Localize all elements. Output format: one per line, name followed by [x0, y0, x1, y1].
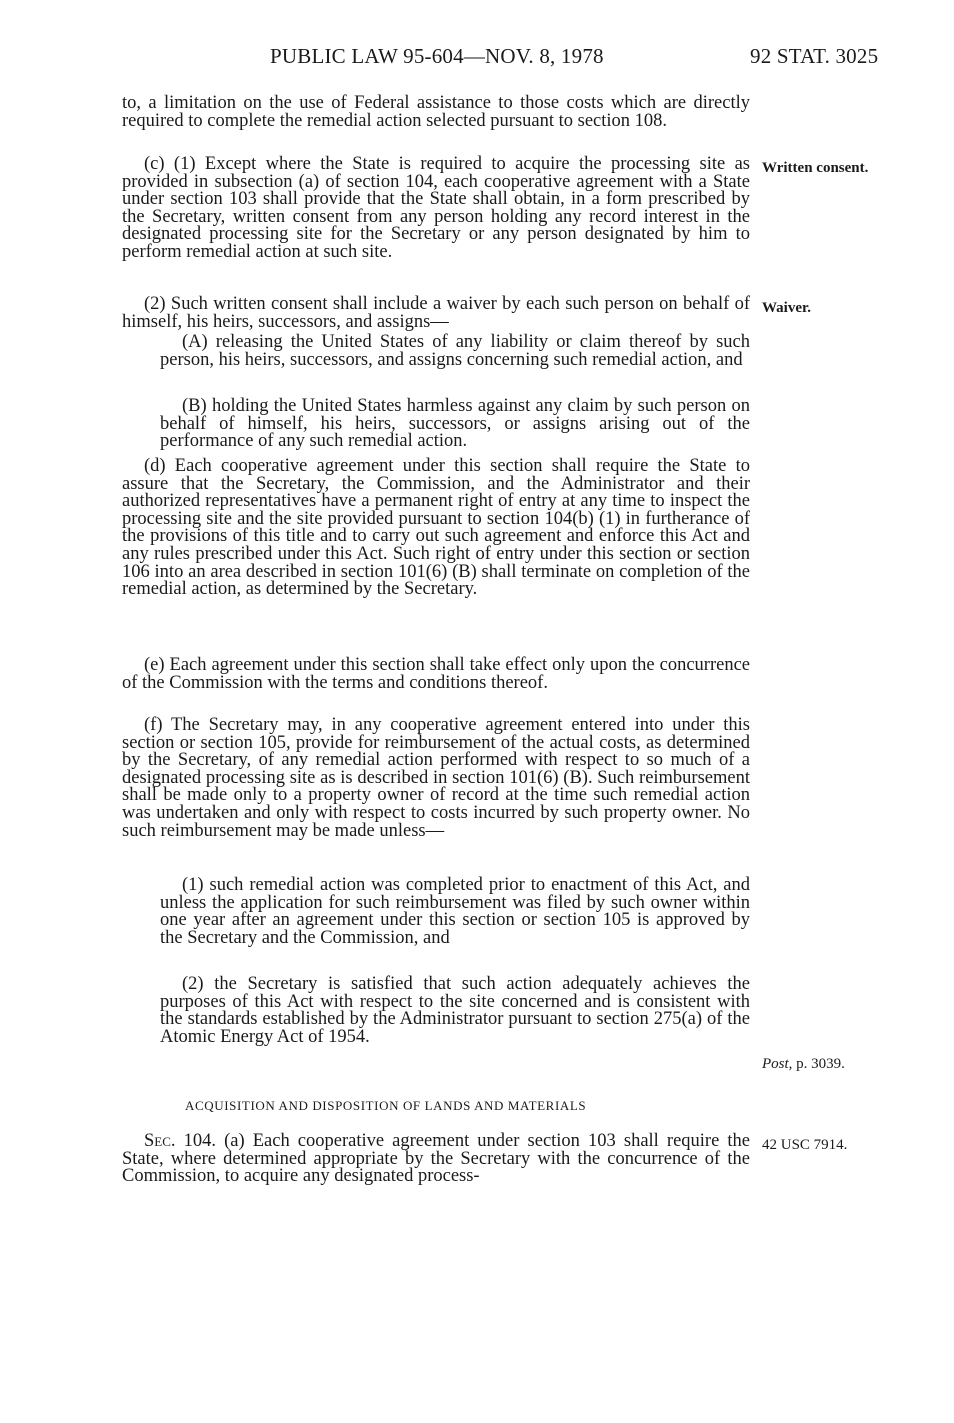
section-label: Sec. 104. — [144, 1131, 216, 1151]
text-block-f1 — [122, 877, 750, 947]
text-block-c1 — [122, 156, 750, 262]
paragraph-f2: (2) the Secretary is satisfied that such action adequately achieves the purposes of this Act with respect to the site concerned and is consistent with the standards established by the Administrator pursuant to section 275(a) of the Atomic Energy Act of 1954. — [160, 974, 750, 1047]
paragraph-f1: (1) such remedial action was completed prior to enactment of this Act, and unless the application for such reimbursement was filed by such owner within one year after an agreement under this section or section 105 is approved by the Secretary and the Commission, and — [160, 875, 750, 948]
paragraph-c2A: (A) releasing the United States of any liability or claim thereof by such person, his heirs, successors, and assigns concerning such remedial action, and — [160, 332, 750, 370]
paragraph-d: (d) Each cooperative agreement under this section shall require the State to assure that the Secretary, the Commission, and the Administrator and their authorized representatives have a permanent right of entry at any time to inspect the processing site and the site provided pursuant to section 104(b) (1) in furtherance of the provisions of this title and to carry out such agreement and enforce this Act and any rules prescribed under this Act. Such right of entry under this section or section 106 into an area described in section 101(6) (B) shall terminate on completion of the remedial action, as determined by the Secretary. — [122, 456, 750, 600]
paragraph-c2B: (B) holding the United States harmless against any claim by such person on behalf of himself, his heirs, successors, or assigns arising out of the performance of any such remedial action. — [160, 396, 750, 452]
running-head-stat-page: 92 STAT. 3025 — [750, 44, 879, 68]
paragraph-intro: to, a limitation on the use of Federal assistance to those costs which are directly required to complete the remedial action selected pursuant to section 108. — [122, 93, 750, 131]
paragraph-e: (e) Each agreement under this section shall take effect only upon the concurrence of the Commission with the terms and conditions thereof. — [122, 655, 750, 693]
margin-note-post — [762, 1056, 845, 1073]
text-block-intro — [122, 95, 750, 130]
paragraph-c1: (c) (1) Except where the State is required to acquire the processing site as provided in subsection (a) of section 104, each cooperative agreement with a State under section 103 shall provide that the State shall obtain, in a form prescribed by the Secretary, written consent from any person holding any record interest in the designated processing site for the Secretary or any person designated by him to perform remedial action at such site. — [122, 154, 750, 262]
text-block-e — [122, 657, 750, 692]
margin-note-post-label: Post, — [762, 1056, 793, 1072]
section-heading: ACQUISITION AND DISPOSITION OF LANDS AND MATERIALS — [185, 1098, 587, 1113]
margin-note-post-page: p. 3039. — [792, 1056, 845, 1072]
text-block-f — [122, 717, 750, 840]
paragraph-104a — [122, 1133, 750, 1186]
paragraph-f: (f) The Secretary may, in any cooperative agreement entered into under this section or section 105, provide for reimbursement of the actual costs, as determined by the Secretary, of any remedial action performed with respect to so much of a designated processing site as is described in section 101(6) (B). Such reimbursement shall be made only to a property owner of record at the time such remedial action was undertaken and only with respect to costs incurred by such property owner. No such reimbursement may be made unless— — [122, 715, 750, 841]
text-block-104a — [122, 1133, 750, 1186]
running-head-title: PUBLIC LAW 95-604—NOV. 8, 1978 — [270, 44, 604, 68]
text-block-c2 — [122, 296, 750, 331]
margin-note-usc: 42 USC 7914. — [762, 1137, 848, 1153]
margin-note-written-consent: Written consent. — [762, 160, 869, 176]
margin-note-waiver: Waiver. — [762, 300, 812, 316]
text-block-d — [122, 458, 750, 599]
paragraph-c2: (2) Such written consent shall include a waiver by each such person on behalf of himself, his heirs, successors, and assigns— — [122, 294, 750, 332]
text-block-c2A — [122, 334, 750, 369]
text-block-c2B — [122, 398, 750, 451]
paragraph-104a-text: (a) Each cooperative agreement under section 103 shall require the State, where determined appropriate by the Secretary with the concurrence of the Commission, to acquire any designated process- — [122, 1131, 750, 1187]
text-block-f2 — [122, 976, 750, 1046]
